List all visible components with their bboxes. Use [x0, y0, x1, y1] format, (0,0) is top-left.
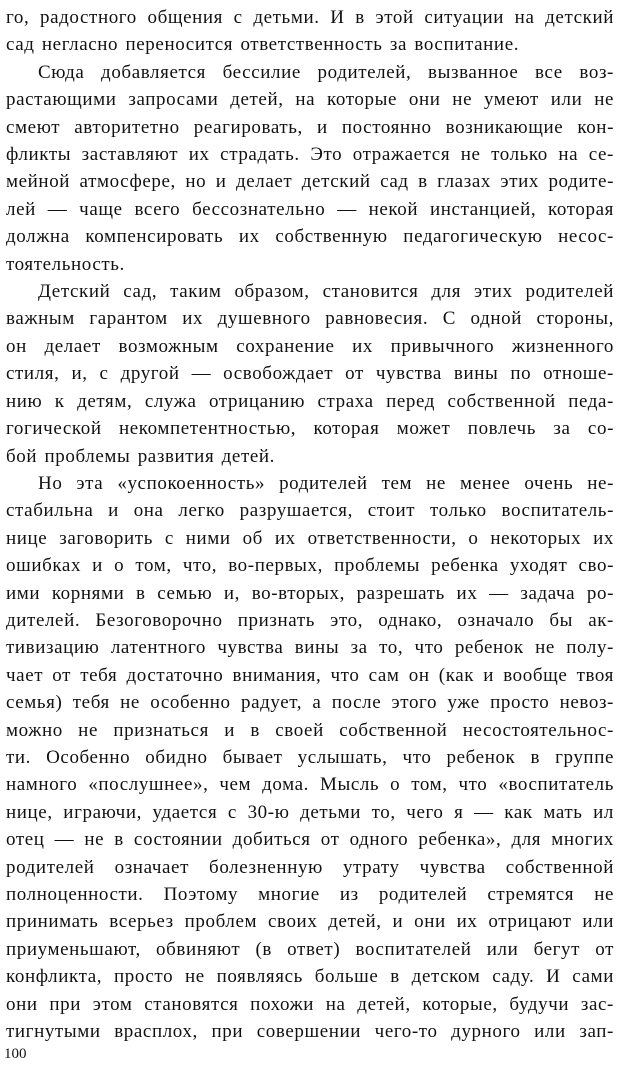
text-line: растающими запросами детей, на которые они не умеют или не: [6, 89, 614, 111]
text-line: го, радостного общения с детьми. И в этой ситуации на детский: [6, 7, 614, 28]
text-line: важным гарантом их душевного равновесия. С одной стороны,: [6, 308, 614, 330]
text-line: ими корнями в семью и, во-вторых, разрешать их — задача ро-: [6, 582, 614, 604]
text-line: конфликта, просто не появляясь больше в детском саду. И сами: [6, 966, 614, 988]
text-line: Детский сад, таким образом, становится для этих родителей: [38, 281, 614, 303]
text-line: намного «послушнее», чем дома. Мысль о том, что «воспитатель: [6, 774, 614, 796]
text-line: смеют авторитетно реагировать, и постоянно возникающие кон-: [6, 116, 614, 138]
page-number: 100: [4, 1046, 27, 1062]
text-line: он делает возможным сохранение их привычного жизненного: [6, 335, 614, 357]
text-line: стабильна и она легко разрушается, стоит только воспитатель-: [6, 500, 614, 522]
text-line: лей — чаще всего бессознательно — некой инстанцией, которая: [6, 198, 614, 220]
paragraph: [6, 470, 614, 1046]
text-line: отец — не в состоянии добиться от одного ребенка», для многих: [6, 829, 614, 851]
text-line: бой проблемы развития детей.: [6, 445, 275, 467]
text-line: тивизацию латентного чувства вины за то, что ребенок не полу-: [6, 637, 614, 659]
text-line: мейной атмосфере, но и делает детский сад в глазах этих родите-: [6, 171, 614, 193]
text-line: приуменьшают, обвиняют (в ответ) воспитателей или бегут от: [6, 938, 614, 960]
text-line: должна компенсировать их собственную педагогическую несос-: [6, 226, 614, 248]
text-line: принимать всерьез проблем своих детей, и они их отрицают или: [6, 911, 614, 933]
text-line: нию к детям, служа отрицанию страха перед собственной педа-: [6, 390, 614, 412]
text-line: тоятельность.: [6, 253, 125, 275]
text-line: ошибках и о том, что, во-первых, проблемы ребенка уходят сво-: [6, 555, 614, 577]
paragraph: [6, 278, 614, 470]
text-line: родителей означает болезненную утрату чувства собственной: [6, 856, 614, 878]
text-line: дителей. Безоговорочно признать это, однако, означало бы ак-: [6, 609, 614, 631]
text-line: Сюда добавляется бессилие родителей, вызванное все воз-: [38, 61, 614, 83]
text-line: тигнутыми врасплох, при совершении чего-то дурного или зап-: [6, 1021, 614, 1043]
paragraph: [6, 59, 614, 278]
text-line: они при этом становятся похожи на детей, которые, будучи зас-: [6, 993, 614, 1015]
text-line: полноценности. Поэтому многие из родителей стремятся не: [6, 884, 614, 905]
text-line: гогической некомпетентностью, которая может повлечь за со-: [6, 418, 614, 440]
body-text: [6, 4, 614, 1045]
text-line: семья) тебя не особенно радует, а после этого уже просто невоз-: [6, 692, 614, 714]
text-line: стиля, и, с другой — освобождает от чувства вины по отноше-: [6, 363, 614, 385]
text-line: чает от тебя достаточно внимания, что сам он (как и вообще твоя: [6, 664, 614, 686]
text-line: фликты заставляют их страдать. Это отражается не только на се-: [6, 144, 614, 166]
text-line: можно не признаться и в своей собственной несостоятельнос-: [6, 719, 614, 741]
paragraph: [6, 4, 614, 59]
text-line: ти. Особенно обидно бывает услышать, что ребенок в группе: [6, 746, 614, 768]
text-line: Но эта «успокоенность» родителей тем не менее очень не-: [38, 472, 614, 494]
text-line: нице, играючи, удается с 30-ю детьми то, чего я — как мать ил: [6, 801, 614, 823]
text-line: нице заговорить с ними об их ответственности, о некоторых их: [6, 527, 614, 549]
text-line: сад негласно переносится ответственность за воспитание.: [6, 34, 520, 56]
